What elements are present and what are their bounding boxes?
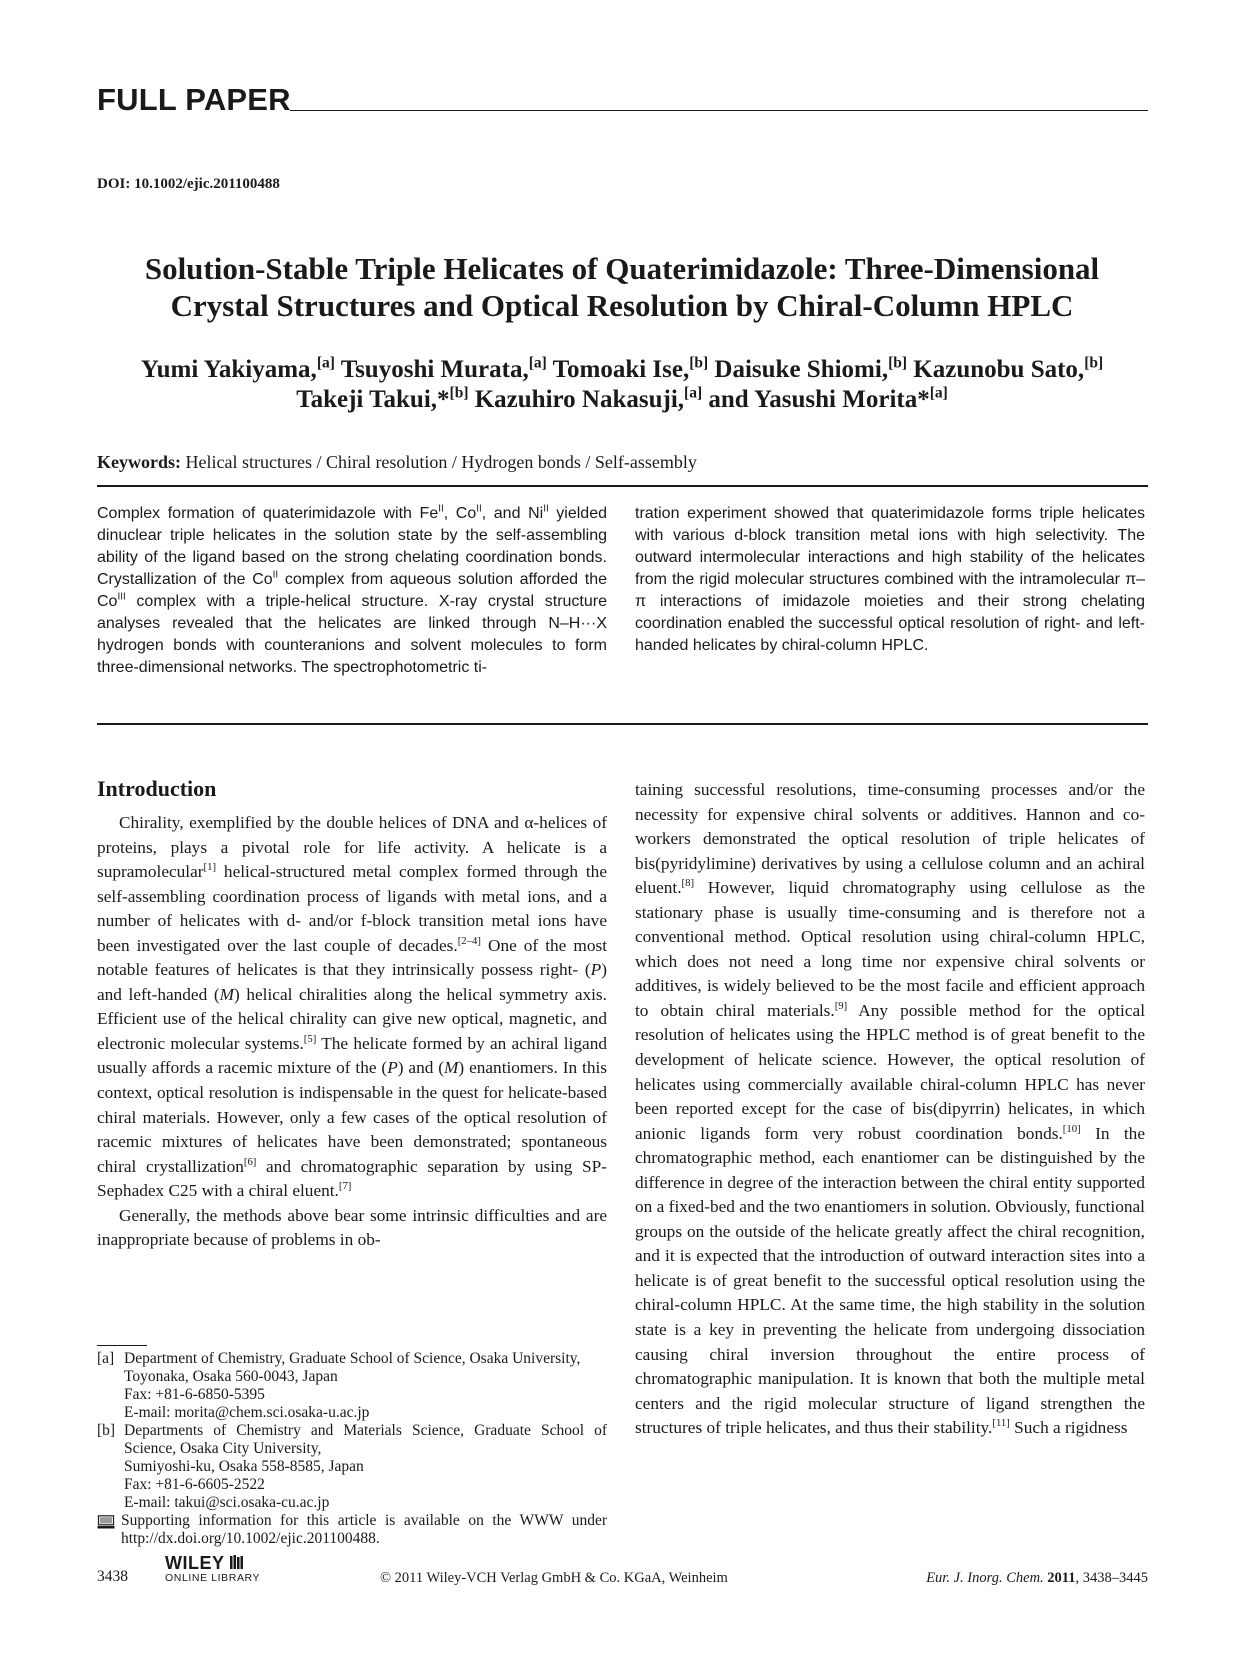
author: Kazunobu Sato,[b] [913, 354, 1104, 383]
keywords-label: Keywords: [97, 452, 181, 472]
body-column-left [97, 811, 607, 1253]
citation-ref: [8] [681, 877, 695, 890]
citation-ref: [5] [303, 1033, 317, 1046]
paragraph: Generally, the methods above bear some intrinsic difficulties and are inappropriate because of problems in ob- [97, 1205, 607, 1250]
body-column-right [635, 778, 1145, 1441]
author: Kazuhiro Nakasuji,[a] [474, 384, 703, 413]
doi: DOI: 10.1002/ejic.201100488 [97, 176, 280, 192]
citation-ref: [2–4] [457, 934, 481, 947]
paragraph: taining successful resolutions, time-consuming processes and/or the necessity for expensive chiral solvents or additives. Hannon and co-workers demonstrated the optical resolution of triple helicates of bis(pyridylimine) derivatives by using a cellulose column and an achiral eluent.[8] However, liquid chromatography using cellulose as the stationary phase is usually time-consuming and is therefore not a conventional method. Optical resolution using chiral-column HPLC, which does not need a long time nor expensive chiral solvents or additives, is widely believed to be the most facile and efficient approach to obtain chiral materials.[9] Any possible method for the optical resolution of helicates using the HPLC method is of great benefit to the development of helicate science. However, the optical resolution of helicates using commercially available chiral-column HPLC has never been reported except for the case of bis(dipyrrin) helicates, in which anionic ligands form very robust coordination bonds.[10] In the chromatographic method, each enantiomer can be distinguished by the difference in degree of the interaction between the chiral entity supported on a fixed-bed and the two enantiomers in solution. Obviously, functional groups on the outside of the helicate greatly affect the chiral recognition, and it is expected that the introduction of outward interaction sites into a helicate is of great benefit to the successful optical resolution using the chiral-column HPLC. At the same time, the high stability in the solution state is a key in preventing the helicate from undergoing dissociation causing chiral inversion throughout the entire process of chromatographic manipulation. It is known that both the multiple metal centers and the rigid molecular structure of ligand strengthen the structures of triple helicates, and thus their stability.[11] Such a rigidness [635, 780, 1146, 1438]
book-icon [229, 1554, 245, 1570]
keywords [97, 452, 697, 473]
author: and Yasushi Morita*[a] [708, 384, 948, 413]
section-heading-introduction: Introduction [97, 776, 217, 801]
email-link[interactable]: E-mail: takui@sci.osaka-cu.ac.jp [124, 1494, 330, 1511]
journal-citation: Eur. J. Inorg. Chem. 2011, 3438–3445 [926, 1570, 1148, 1586]
wiley-online-library-logo: WILEY ONLINE LIBRARY [165, 1553, 261, 1584]
page-number: 3438 [97, 1568, 128, 1585]
section-label: FULL PAPER [97, 82, 291, 117]
abstract-rule [97, 723, 1148, 725]
supporting-info-link[interactable]: Supporting information for this article is available on the WWW under http://dx.doi.org/10.1002/ejic.201100488. [121, 1512, 607, 1547]
citation-ref: [10] [1062, 1122, 1081, 1135]
author: Tsuyoshi Murata,[a] [340, 354, 547, 383]
citation-ref: [7] [338, 1180, 352, 1193]
citation-ref: [6] [243, 1155, 257, 1168]
keywords-rule [97, 485, 1148, 487]
computer-icon [97, 1515, 115, 1529]
abstract-left: Complex formation of quaterimidazole with $Fe^{II}$, $Co^{II}$, and $Ni^{II}$ yielded dinuclear triple helicates in the solution state by the self-assembling ability of the ligand based on the strong chelating coordination bonds. Crystallization of the $Co^{II}$ complex from aqueous solution afforded the $Co^{III}$ complex with a triple-helical structure. X-ray crystal structure analyses revealed that the helicates are linked through N–H···X hydrogen bonds with counteranions and solvent molecules to form three-dimensional networks. The spectrophotometric ti- [97, 503, 608, 676]
affiliation-b: [b] Departments of Chemistry and Materials Science, Graduate School of Science, Osaka City University, Sumiyoshi-ku, Osaka 558-8585, Japan Fax: +81-6-6605-2522 E-mail: takui@sci.osaka-cu.ac.jp [97, 1422, 607, 1511]
author: Daisuke Shiomi,[b] [714, 354, 908, 383]
header-rule [290, 110, 1148, 111]
supporting-info [97, 1512, 607, 1548]
keywords-text: Helical structures / Chiral resolution / Hydrogen bonds / Self-assembly [185, 452, 697, 472]
author-list [97, 355, 1147, 415]
citation-ref: [1] [203, 861, 217, 874]
author: Yumi Yakiyama,[a] [140, 354, 335, 383]
footnotes [97, 1350, 607, 1548]
citation-ref: [9] [834, 1000, 848, 1013]
email-link[interactable]: E-mail: morita@chem.sci.osaka-u.ac.jp [124, 1404, 370, 1421]
author: Tomoaki Ise,[b] [552, 354, 709, 383]
abstract-right: tration experiment showed that quaterimidazole forms triple helicates with various d-block transition metal ions with high selectivity. The outward intermolecular interactions and high stability of the helicates from the rigid molecular structures combined with the intramolecular π–π interactions of imidazole moieties and their strong chelating coordination enabled the successful optical resolution of right- and left-handed helicates by chiral-column HPLC. [635, 505, 1145, 654]
author: Takeji Takui,*[b] [296, 384, 469, 413]
affiliation-a: [a] Department of Chemistry, Graduate School of Science, Osaka University, Toyonaka, Osaka 560-0043, Japan Fax: +81-6-6850-5395 E-mail: morita@chem.sci.osaka-u.ac.jp [97, 1350, 607, 1422]
copyright: © 2011 Wiley-VCH Verlag GmbH & Co. KGaA, Weinheim [380, 1570, 728, 1586]
paragraph: Chirality, exemplified by the double helices of DNA and α-helices of proteins, plays a pivotal role for life activity. A helicate is a supramolecular[1] helical-structured metal complex formed through the self-assembling coordination process of ligands with metal ions, and a number of helicates with d- and/or f-block transition metal ions have been investigated over the last couple of decades.[2–4] One of the most notable features of helicates is that they intrinsically possess right- (P) and left-handed (M) helical chiralities along the helical symmetry axis. Efficient use of the helical chirality can give new optical, magnetic, and electronic molecular systems.[5] The helicate formed by an achiral ligand usually affords a racemic mixture of the (P) and (M) enantiomers. In this context, optical resolution is indispensable in the quest for helicate-based chiral materials. However, only a few cases of the optical resolution of racemic mixtures of helicates have been demonstrated; spontaneous chiral crystallization[6] and chromatographic separation by using SP-Sephadex C25 with a chiral eluent.[7] [97, 813, 608, 1201]
footnote-rule [97, 1345, 147, 1346]
article-title: Solution-Stable Triple Helicates of Quaterimidazole: Three-Dimensional Crystal Structures and Optical Resolution by Chiral-Column HPLC [144, 251, 1100, 323]
citation-ref: [11] [992, 1417, 1010, 1430]
